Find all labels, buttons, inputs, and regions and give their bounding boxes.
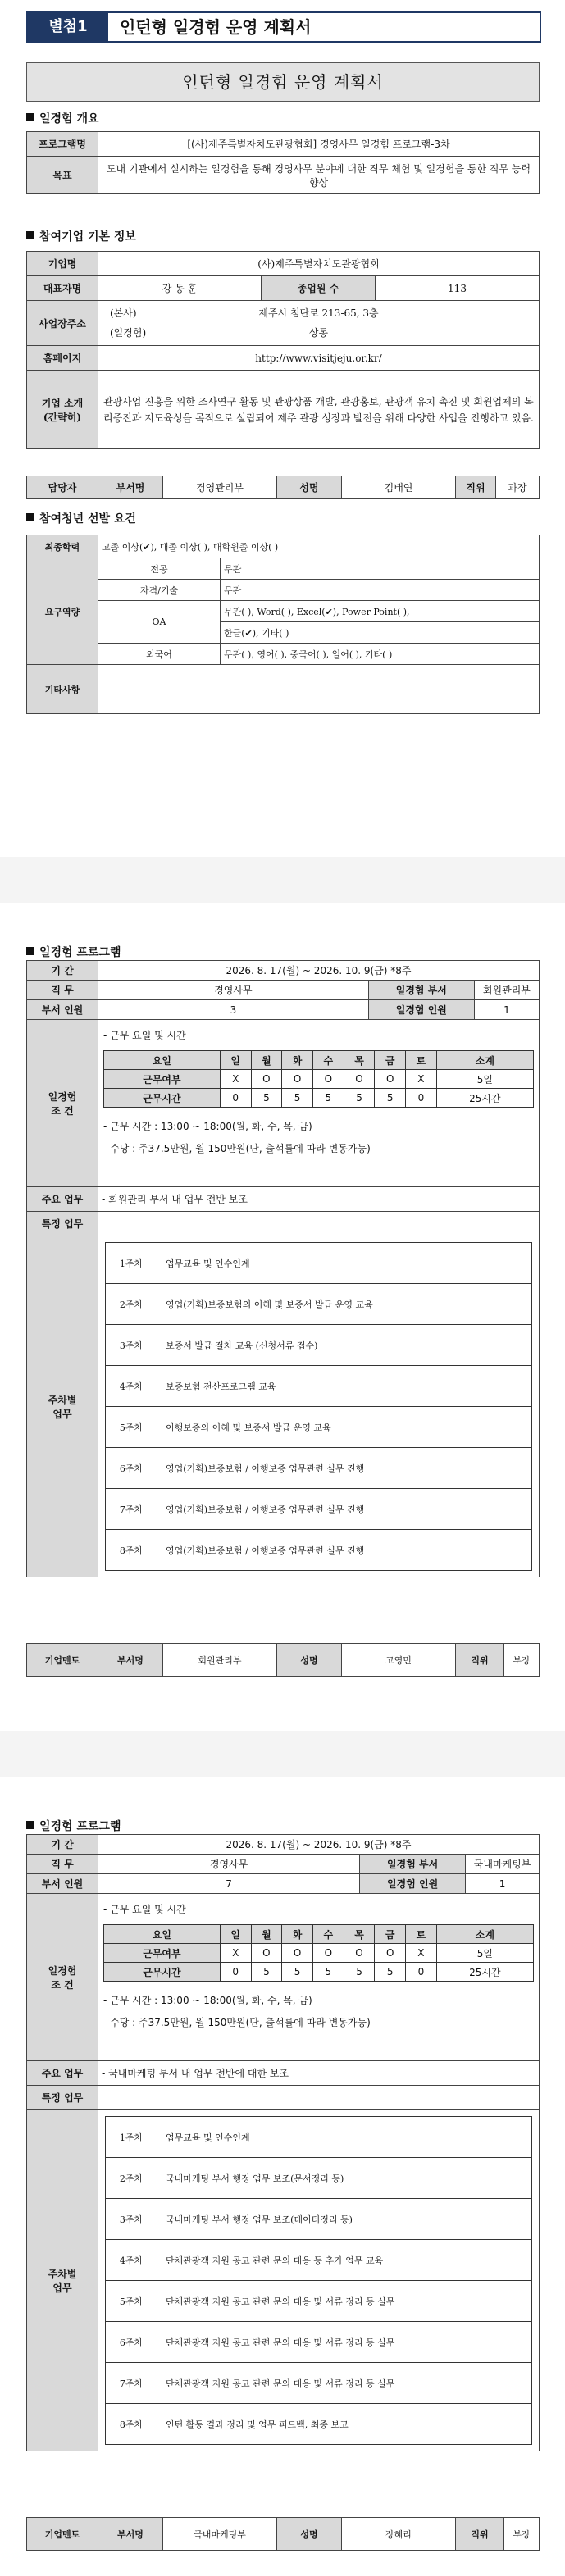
address-main-value: 제주시 첨단로 213-65, 3층	[258, 307, 379, 319]
contact-dept-value: 경영관리부	[163, 476, 277, 499]
schedule-cell: 근무여부	[104, 1944, 221, 1963]
schedule-cell: X	[406, 1070, 437, 1089]
period-value: 2026. 8. 17(월) ~ 2026. 10. 9(금) *8주	[98, 1835, 540, 1855]
oa-value-line1: 무관( ), Word( ), Excel(✔), Power Point( ),	[221, 601, 540, 622]
conditions-label: 일경험 조 건	[27, 1020, 98, 1187]
contact-dept-label: 부서명	[98, 476, 163, 499]
mentor-position-label: 직위	[456, 1644, 504, 1677]
schedule-cell: 5일	[436, 1070, 533, 1089]
week-row	[106, 1284, 532, 1325]
major-value: 무관	[221, 558, 540, 580]
special-duty-value	[98, 1212, 540, 1236]
special-duty-label: 특정 업무	[27, 2086, 98, 2110]
week-label: 7주차	[106, 1489, 157, 1530]
schedule-cell: 5일	[436, 1944, 533, 1963]
interns-label: 일경험 인원	[368, 1000, 474, 1020]
square-bullet-icon	[26, 947, 34, 955]
schedule-cell: 수	[312, 1051, 344, 1070]
homepage-label: 홈페이지	[27, 346, 98, 371]
week-label: 1주차	[106, 2117, 157, 2158]
week-task: 업무교육 및 인수인계	[157, 1243, 532, 1284]
week-task: 단체관광객 지원 공고 관련 문의 대응 및 서류 정리 등 실무	[157, 2363, 532, 2404]
education-label: 최종학력	[27, 535, 98, 558]
week-task: 보증서 발급 절차 교육 (신청서류 접수)	[157, 1325, 532, 1366]
skill-value: 무관	[221, 580, 540, 601]
pay-line: - 수당 : 주37.5만원, 월 150만원(단, 출석률에 따라 변동가능)	[103, 2017, 371, 2028]
attachment-badge: 별첨1	[28, 13, 108, 41]
main-duty-label: 주요 업무	[27, 1187, 98, 1212]
special-duty-value	[98, 2086, 540, 2110]
dept-label: 일경험 부서	[368, 981, 474, 1000]
period-label: 기 간	[27, 1835, 98, 1855]
dept-value: 국내마케팅부	[466, 1855, 540, 1874]
address-work-value: 상동	[308, 327, 329, 339]
homepage-link[interactable]: http://www.visitjeju.or.kr/	[98, 346, 540, 371]
week-task: 단체관광객 지원 공고 관련 문의 대응 및 서류 정리 등 실무	[157, 2322, 532, 2363]
company-name-label: 기업명	[27, 252, 98, 276]
main-duty-value: - 회원관리 부서 내 업무 전반 보조	[98, 1187, 540, 1212]
section-title-overview: 일경험 개요	[26, 110, 99, 126]
schedule-cell: 요일	[104, 1051, 221, 1070]
dept-label: 일경험 부서	[360, 1855, 466, 1874]
section-title-company: 참여기업 기본 정보	[26, 228, 136, 244]
interns-label: 일경험 인원	[360, 1874, 466, 1894]
contact-name-value: 김태연	[342, 476, 456, 499]
company-table	[26, 251, 540, 449]
mentor-dept-value: 회원관리부	[163, 1644, 277, 1677]
schedule-cell: 목	[344, 1051, 375, 1070]
conditions-heading: - 근무 요일 및 시간	[103, 1030, 186, 1041]
schedule-cell: 월	[251, 1051, 282, 1070]
contact-name-label: 성명	[277, 476, 342, 499]
schedule-cell: 5	[375, 1089, 406, 1108]
schedule-cell: 5	[312, 1089, 344, 1108]
program-label: 프로그램명	[27, 132, 98, 157]
week-task: 영업(기획)보증보험 / 이행보증 업무관련 실무 진행	[157, 1489, 532, 1530]
schedule-cell: O	[282, 1944, 313, 1963]
company-name-value: (사)제주특별자치도관광협회	[98, 252, 540, 276]
contact-label: 담당자	[27, 476, 98, 499]
schedule-cell: 토	[406, 1925, 437, 1944]
staff-label: 부서 인원	[27, 1874, 98, 1894]
week-label: 4주차	[106, 2240, 157, 2281]
schedule-cell: 0	[406, 1089, 437, 1108]
schedule-cell: 근무시간	[104, 1089, 221, 1108]
schedule-cell: 5	[375, 1963, 406, 1982]
contact-table	[26, 476, 540, 499]
address-work-tag: (일경험)	[110, 327, 147, 339]
period-value: 2026. 8. 17(월) ~ 2026. 10. 9(금) *8주	[98, 961, 540, 981]
schedule-cell: 5	[251, 1089, 282, 1108]
schedule-cell: O	[312, 1944, 344, 1963]
week-task: 국내마케팅 부서 행정 업무 보조(데이터정리 등)	[157, 2199, 532, 2240]
week-row	[106, 2117, 532, 2158]
pay-line: - 수당 : 주37.5만원, 월 150만원(단, 출석률에 따라 변동가능)	[103, 1143, 371, 1154]
header-bar	[26, 11, 541, 43]
intro-label: 기업 소개 (간략히)	[27, 371, 98, 449]
week-row	[106, 1448, 532, 1489]
mentor-dept-label: 부서명	[98, 2518, 163, 2551]
week-row	[106, 2240, 532, 2281]
schedule-cell: X	[220, 1944, 251, 1963]
week-label: 5주차	[106, 1407, 157, 1448]
week-label: 3주차	[106, 2199, 157, 2240]
schedule-cell: 0	[220, 1963, 251, 1982]
week-label: 5주차	[106, 2281, 157, 2322]
requirements-table	[26, 535, 540, 714]
mentor-name-label: 성명	[277, 1644, 342, 1677]
week-label: 4주차	[106, 1366, 157, 1407]
oa-label: OA	[98, 601, 221, 644]
schedule-cell: 5	[282, 1963, 313, 1982]
rep-value: 강 동 훈	[98, 276, 262, 301]
section-title-program: 일경험 프로그램	[26, 944, 121, 960]
schedule-cell: 소계	[436, 1925, 533, 1944]
schedule-table	[103, 1050, 534, 1108]
schedule-cell: O	[344, 1944, 375, 1963]
week-label: 8주차	[106, 2404, 157, 2445]
week-task: 이행보증의 이해 및 보증서 발급 운영 교육	[157, 1407, 532, 1448]
mentor-dept-label: 부서명	[98, 1644, 163, 1677]
mentor-name-label: 성명	[277, 2518, 342, 2551]
week-task: 국내마케팅 부서 행정 업무 보조(문서정리 등)	[157, 2158, 532, 2199]
week-row	[106, 1530, 532, 1571]
weekly-table	[105, 1242, 532, 1571]
schedule-cell: 수	[312, 1925, 344, 1944]
interns-value: 1	[466, 1874, 540, 1894]
week-label: 2주차	[106, 2158, 157, 2199]
week-label: 7주차	[106, 2363, 157, 2404]
week-row	[106, 2158, 532, 2199]
schedule-cell: 토	[406, 1051, 437, 1070]
mentor-position-value: 부장	[504, 1644, 540, 1677]
mentor-table	[26, 2517, 540, 2551]
square-bullet-icon	[26, 1821, 34, 1829]
period-label: 기 간	[27, 961, 98, 981]
page-gap	[0, 857, 565, 903]
program-table	[26, 960, 540, 1577]
mentor-name-value: 고영민	[342, 1644, 456, 1677]
week-task: 단체관광객 지원 공고 관련 문의 대응 등 추가 업무 교육	[157, 2240, 532, 2281]
doc-title: 인턴형 일경험 운영 계획서	[26, 62, 540, 102]
schedule-cell: 5	[312, 1963, 344, 1982]
conditions-heading: - 근무 요일 및 시간	[103, 1904, 186, 1915]
week-row	[106, 2322, 532, 2363]
mentor-position-label: 직위	[456, 2518, 504, 2551]
program-value: [(사)제주특별자치도관광협회] 경영사무 일경험 프로그램-3차	[98, 132, 540, 157]
language-label: 외국어	[98, 644, 221, 665]
schedule-cell: 25시간	[436, 1963, 533, 1982]
interns-value: 1	[474, 1000, 539, 1020]
week-row	[106, 1489, 532, 1530]
schedule-cell: X	[406, 1944, 437, 1963]
work-time-line: - 근무 시간 : 13:00 ~ 18:00(월, 화, 수, 목, 금)	[103, 1995, 312, 2006]
schedule-table	[103, 1924, 534, 1982]
duty-value: 경영사무	[98, 981, 369, 1000]
schedule-cell: 5	[251, 1963, 282, 1982]
schedule-cell: O	[375, 1070, 406, 1089]
staff-value: 3	[98, 1000, 369, 1020]
skill-label: 자격/기술	[98, 580, 221, 601]
schedule-cell: 소계	[436, 1051, 533, 1070]
weekly-table	[105, 2116, 532, 2445]
square-bullet-icon	[26, 113, 34, 121]
week-task: 영업(기획)보증보험 / 이행보증 업무관련 실무 진행	[157, 1448, 532, 1489]
schedule-cell: 0	[406, 1963, 437, 1982]
page-2	[0, 903, 565, 1731]
week-row	[106, 2199, 532, 2240]
square-bullet-icon	[26, 513, 34, 521]
goal-value: 도내 기관에서 실시하는 일경험을 통해 경영사무 분야에 대한 직무 체험 및 일경험을 통한 직무 능력 향상	[98, 157, 540, 194]
week-label: 8주차	[106, 1530, 157, 1571]
schedule-cell: 화	[282, 1925, 313, 1944]
conditions-label: 일경험 조 건	[27, 1894, 98, 2061]
address-main-tag: (본사)	[110, 307, 137, 319]
week-task: 단체관광객 지원 공고 관련 문의 대응 및 서류 정리 등 실무	[157, 2281, 532, 2322]
duty-value: 경영사무	[98, 1855, 360, 1874]
schedule-cell: O	[312, 1070, 344, 1089]
schedule-hours-row	[104, 1089, 534, 1108]
education-value: 고졸 이상(✔), 대졸 이상( ), 대학원졸 이상( )	[98, 535, 540, 558]
week-row	[106, 1325, 532, 1366]
schedule-hours-row	[104, 1963, 534, 1982]
week-row	[106, 2281, 532, 2322]
schedule-cell: 5	[344, 1963, 375, 1982]
schedule-cell: 0	[220, 1089, 251, 1108]
staff-value: 7	[98, 1874, 360, 1894]
schedule-cell: X	[220, 1070, 251, 1089]
mentor-label: 기업멘토	[27, 2518, 98, 2551]
schedule-cell: 25시간	[436, 1089, 533, 1108]
main-duty-value: - 국내마케팅 부서 내 업무 전반에 대한 보조	[98, 2061, 540, 2086]
week-label: 1주차	[106, 1243, 157, 1284]
schedule-cell: 금	[375, 1051, 406, 1070]
mentor-label: 기업멘토	[27, 1644, 98, 1677]
schedule-cell: O	[344, 1070, 375, 1089]
schedule-cell: 목	[344, 1925, 375, 1944]
week-label: 3주차	[106, 1325, 157, 1366]
square-bullet-icon	[26, 231, 34, 239]
week-task: 보증보험 전산프로그램 교육	[157, 1366, 532, 1407]
special-duty-label: 특정 업무	[27, 1212, 98, 1236]
week-label: 2주차	[106, 1284, 157, 1325]
weekly-label: 주차별 업무	[27, 2110, 98, 2451]
schedule-cell: 일	[220, 1925, 251, 1944]
overview-table	[26, 131, 540, 194]
schedule-cell: 근무여부	[104, 1070, 221, 1089]
section-title-program: 일경험 프로그램	[26, 1818, 121, 1834]
mentor-dept-value: 국내마케팅부	[163, 2518, 277, 2551]
dept-value: 회원관리부	[474, 981, 539, 1000]
address-label: 사업장주소	[27, 301, 98, 346]
staff-label: 부서 인원	[27, 1000, 98, 1020]
mentor-name-value: 장혜리	[342, 2518, 456, 2551]
schedule-cell: 근무시간	[104, 1963, 221, 1982]
schedule-cell: O	[251, 1070, 282, 1089]
mentor-table	[26, 1643, 540, 1677]
week-row	[106, 2363, 532, 2404]
language-value: 무관( ), 영어( ), 중국어( ), 일어( ), 기타( )	[221, 644, 540, 665]
contact-position-label: 직위	[456, 476, 496, 499]
other-value	[98, 665, 540, 714]
weekly-label: 주차별 업무	[27, 1236, 98, 1577]
page-3	[0, 1777, 565, 2576]
employees-label: 종업원 수	[262, 276, 376, 301]
week-task: 영업(기획)보증보험의 이해 및 보증서 발급 운영 교육	[157, 1284, 532, 1325]
mentor-position-value: 부장	[504, 2518, 540, 2551]
schedule-cell: 요일	[104, 1925, 221, 1944]
main-duty-label: 주요 업무	[27, 2061, 98, 2086]
section-title-requirements: 참여청년 선발 요건	[26, 510, 136, 526]
week-task: 업무교육 및 인수인계	[157, 2117, 532, 2158]
intro-value: 관광사업 진흥을 위한 조사연구 활동 및 관광상품 개발, 관광홍보, 관광객 유치 촉진 및 회원업체의 복리증진과 지도육성을 목적으로 설립되어 제주 관광 성장과 발전을 위해 다양한 사업을 진행하고 있음.	[98, 371, 540, 449]
work-time-line: - 근무 시간 : 13:00 ~ 18:00(월, 화, 수, 목, 금)	[103, 1121, 312, 1132]
oa-value-line2: 한글(✔), 기타( )	[221, 622, 540, 644]
week-row	[106, 1366, 532, 1407]
header-title: 인턴형 일경험 운영 계획서	[120, 17, 312, 37]
schedule-header-row	[104, 1925, 534, 1944]
page-1	[0, 0, 565, 857]
week-label: 6주차	[106, 1448, 157, 1489]
week-task: 인턴 활동 결과 정리 및 업무 피드백, 최종 보고	[157, 2404, 532, 2445]
schedule-cell: 월	[251, 1925, 282, 1944]
week-row	[106, 2404, 532, 2445]
schedule-cell: 5	[282, 1089, 313, 1108]
week-row	[106, 1407, 532, 1448]
employees-value: 113	[376, 276, 540, 301]
schedule-cell: O	[282, 1070, 313, 1089]
schedule-work-row	[104, 1944, 534, 1963]
page-gap	[0, 1731, 565, 1777]
duty-label: 직 무	[27, 981, 98, 1000]
other-label: 기타사항	[27, 665, 98, 714]
schedule-cell: 5	[344, 1089, 375, 1108]
program-table	[26, 1834, 540, 2451]
schedule-work-row	[104, 1070, 534, 1089]
week-label: 6주차	[106, 2322, 157, 2363]
competency-label: 요구역량	[27, 558, 98, 665]
schedule-header-row	[104, 1051, 534, 1070]
major-label: 전공	[98, 558, 221, 580]
week-row	[106, 1243, 532, 1284]
schedule-cell: O	[251, 1944, 282, 1963]
schedule-cell: 일	[220, 1051, 251, 1070]
contact-position-value: 과장	[496, 476, 540, 499]
schedule-cell: 화	[282, 1051, 313, 1070]
duty-label: 직 무	[27, 1855, 98, 1874]
week-task: 영업(기획)보증보험 / 이행보증 업무관련 실무 진행	[157, 1530, 532, 1571]
rep-label: 대표자명	[27, 276, 98, 301]
goal-label: 목표	[27, 157, 98, 194]
schedule-cell: 금	[375, 1925, 406, 1944]
schedule-cell: O	[375, 1944, 406, 1963]
